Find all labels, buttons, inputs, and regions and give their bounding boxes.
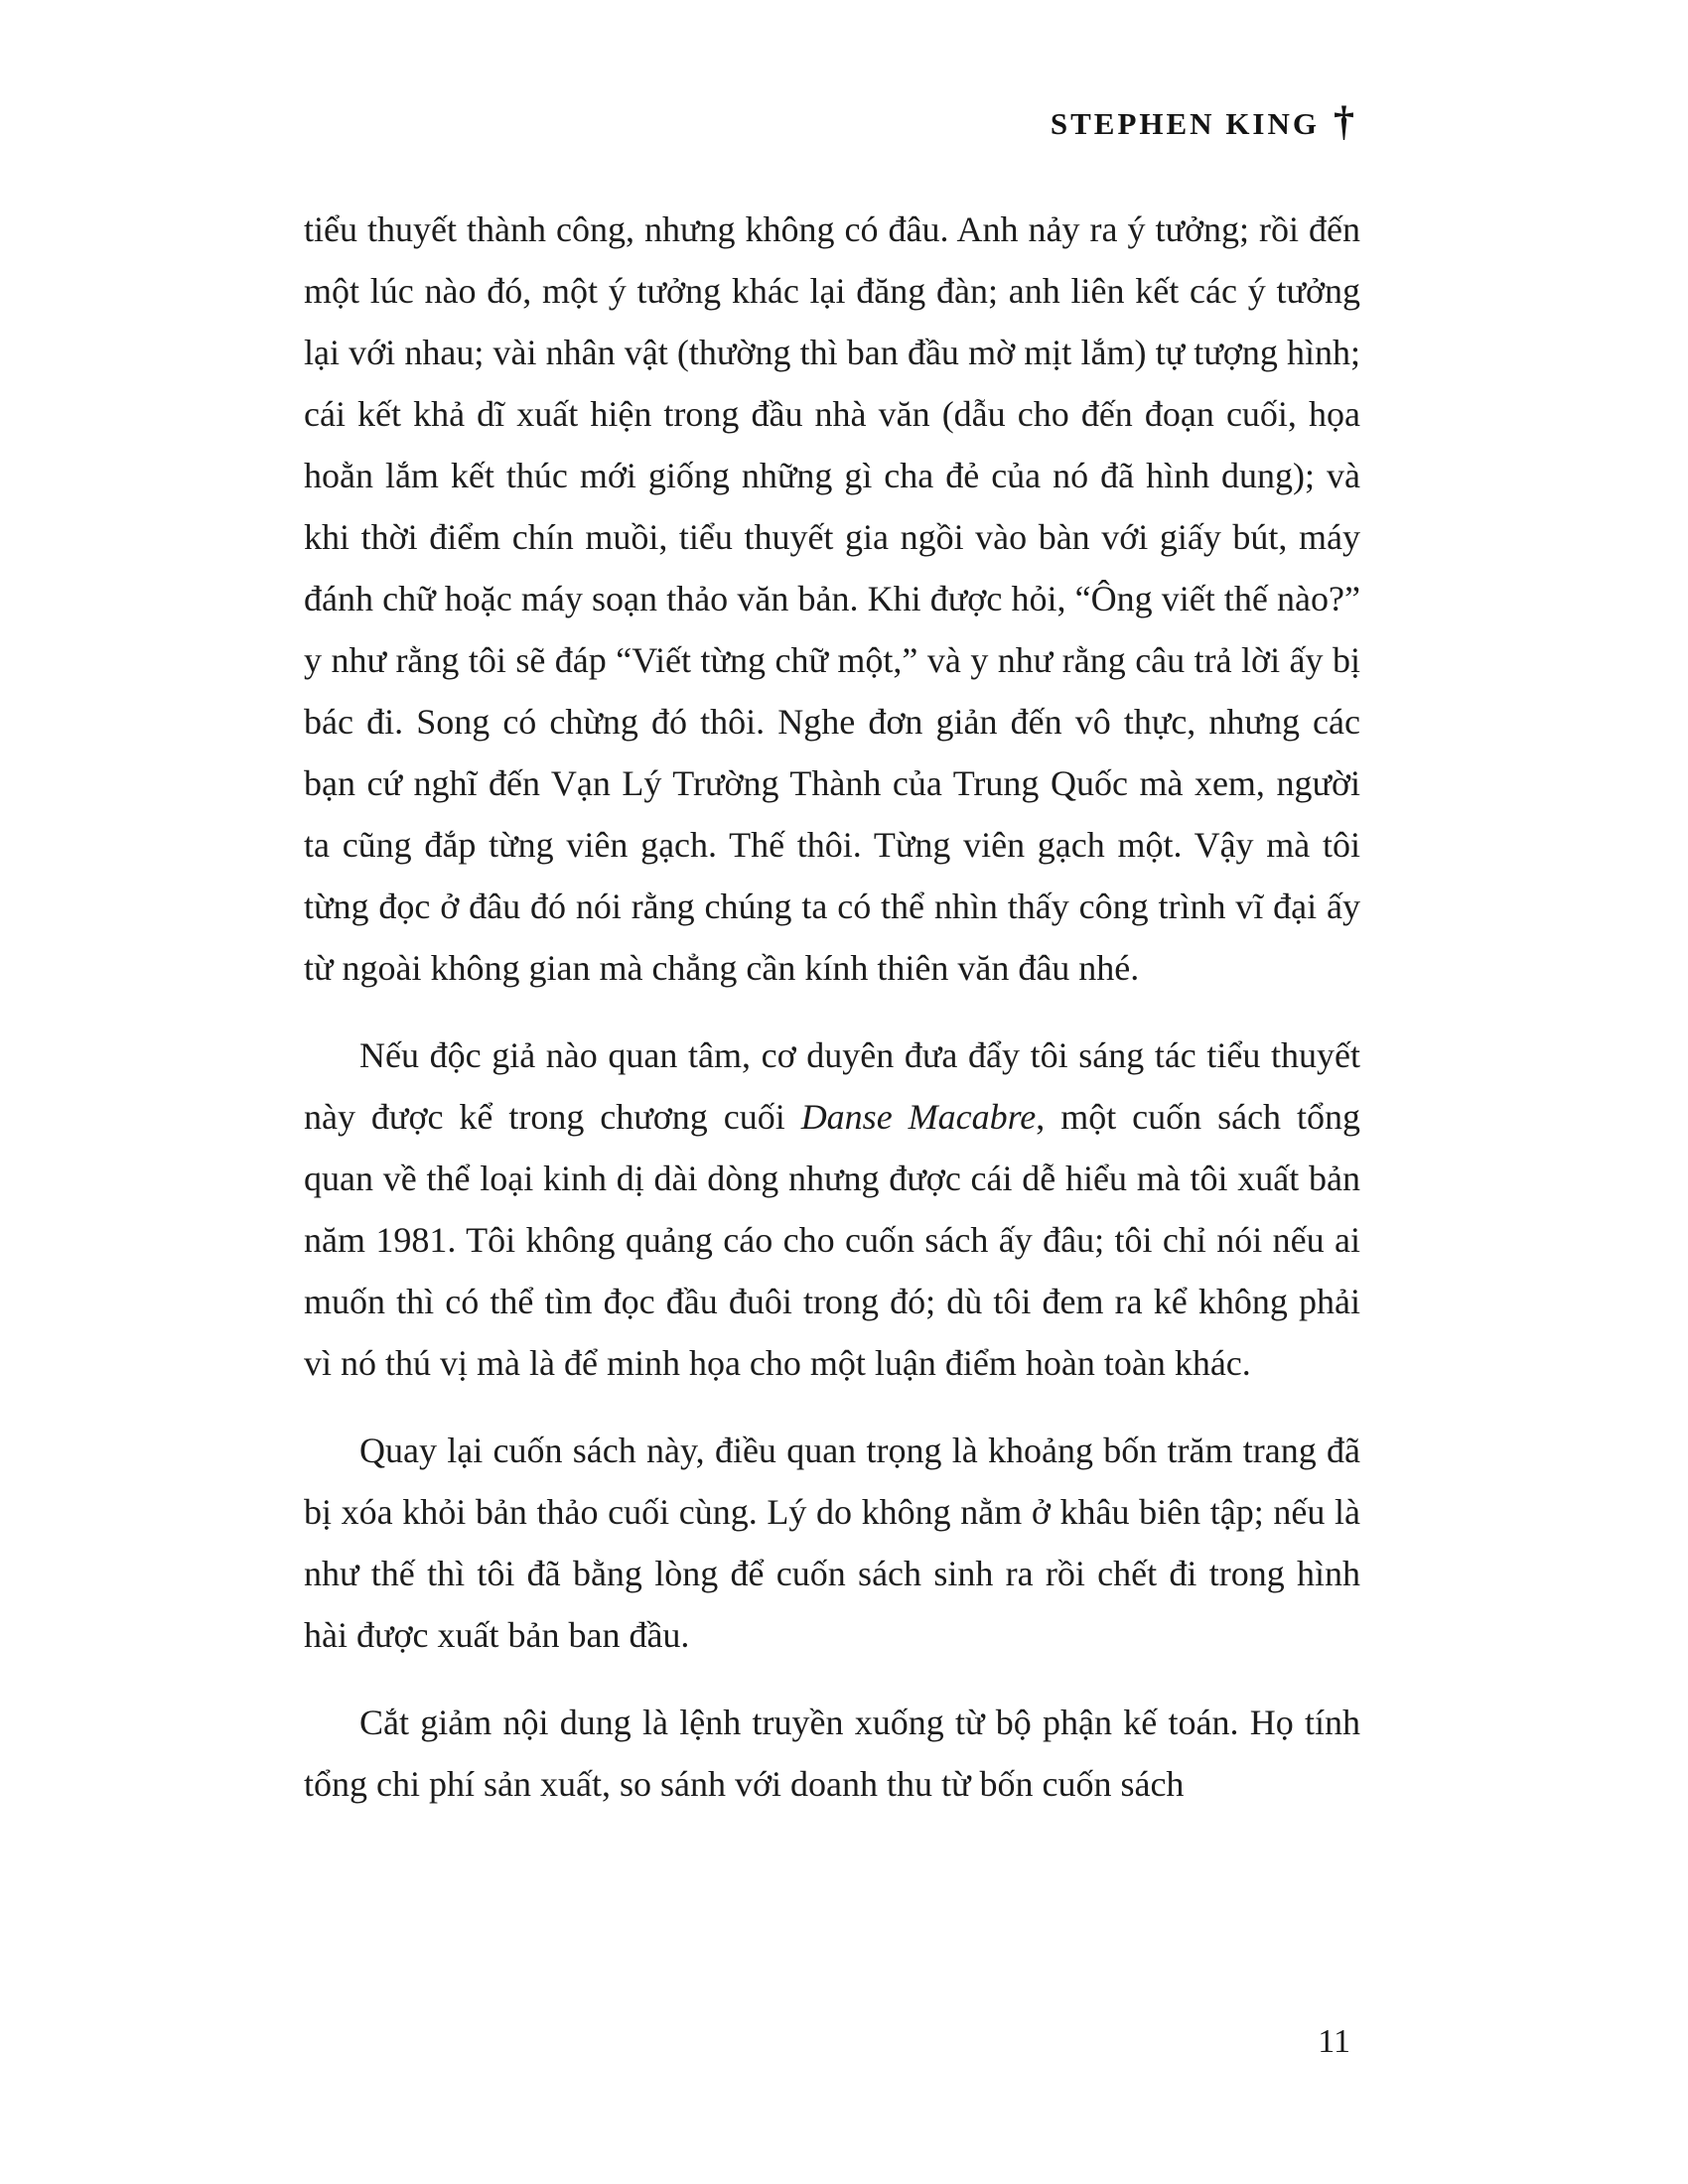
paragraph-1: tiểu thuyết thành công, nhưng không có đâu. Anh nảy ra ý tưởng; rồi đến một lúc nào đó, một ý tưởng khác lại đăng đàn; anh liên kết các ý tưởng lại với nhau; vài nhân vật (thường thì ban đầu mờ mịt lắm) tự tượng hình; cái kết khả dĩ xuất hiện trong đầu nhà văn (dẫu cho đến đoạn cuối, họa hoằn lắm kết thúc mới giống những gì cha đẻ của nó đã hình dung); và khi thời điểm chín muồi, tiểu thuyết gia ngồi vào bàn với giấy bút, máy đánh chữ hoặc máy soạn thảo văn bản. Khi được hỏi, “Ông viết thế nào?” y như rằng tôi sẽ đáp “Viết từng chữ một,” và y như rằng câu trả lời ấy bị bác đi. Song có chừng đó thôi. Nghe đơn giản đến vô thực, nhưng các bạn cứ nghĩ đến Vạn Lý Trường Thành của Trung Quốc mà xem, người ta cũng đắp từng viên gạch. Thế thôi. Từng viên gạch một. Vậy mà tôi từng đọc ở đâu đó nói rằng chúng ta có thể nhìn thấy công trình vĩ đại ấy từ ngoài không gian mà chẳng cần kính thiên văn đâu nhé. [304, 209, 1360, 988]
page-number: 11 [1318, 2023, 1350, 2060]
body-text [304, 199, 1360, 1815]
running-header [1050, 99, 1354, 145]
paragraph-3: Quay lại cuốn sách này, điều quan trọng là khoảng bốn trăm trang đã bị xóa khỏi bản thảo cuối cùng. Lý do không nằm ở khâu biên tập; nếu là như thế thì tôi đã bằng lòng để cuốn sách sinh ra rồi chết đi trong hình hài được xuất bản ban đầu. [304, 1431, 1360, 1655]
paragraph-2-text-before: Nếu độc giả nào quan tâm, cơ duyên đưa đẩy tôi sáng tác tiểu thuyết này được kể trong chương cuối [304, 1035, 1360, 1137]
book-title-italic: Danse Macabre [800, 1097, 1037, 1137]
dagger-cross-icon: † [1334, 99, 1354, 145]
running-header-author: STEPHEN KING [1050, 106, 1320, 141]
paragraph-2 [304, 1024, 1360, 1394]
paragraph-2-text-after: , một cuốn sách tổng quan về thể loại kinh dị dài dòng nhưng được cái dễ hiểu mà tôi xuất bản năm 1981. Tôi không quảng cáo cho cuốn sách ấy đâu; tôi chỉ nói nếu ai muốn thì có thể tìm đọc đầu đuôi trong đó; dù tôi đem ra kể không phải vì nó thú vị mà là để minh họa cho một luận điểm hoàn toàn khác. [304, 1097, 1361, 1383]
paragraph-4: Cắt giảm nội dung là lệnh truyền xuống từ bộ phận kế toán. Họ tính tổng chi phí sản xuất, so sánh với doanh thu từ bốn cuốn sách [304, 1703, 1360, 1804]
